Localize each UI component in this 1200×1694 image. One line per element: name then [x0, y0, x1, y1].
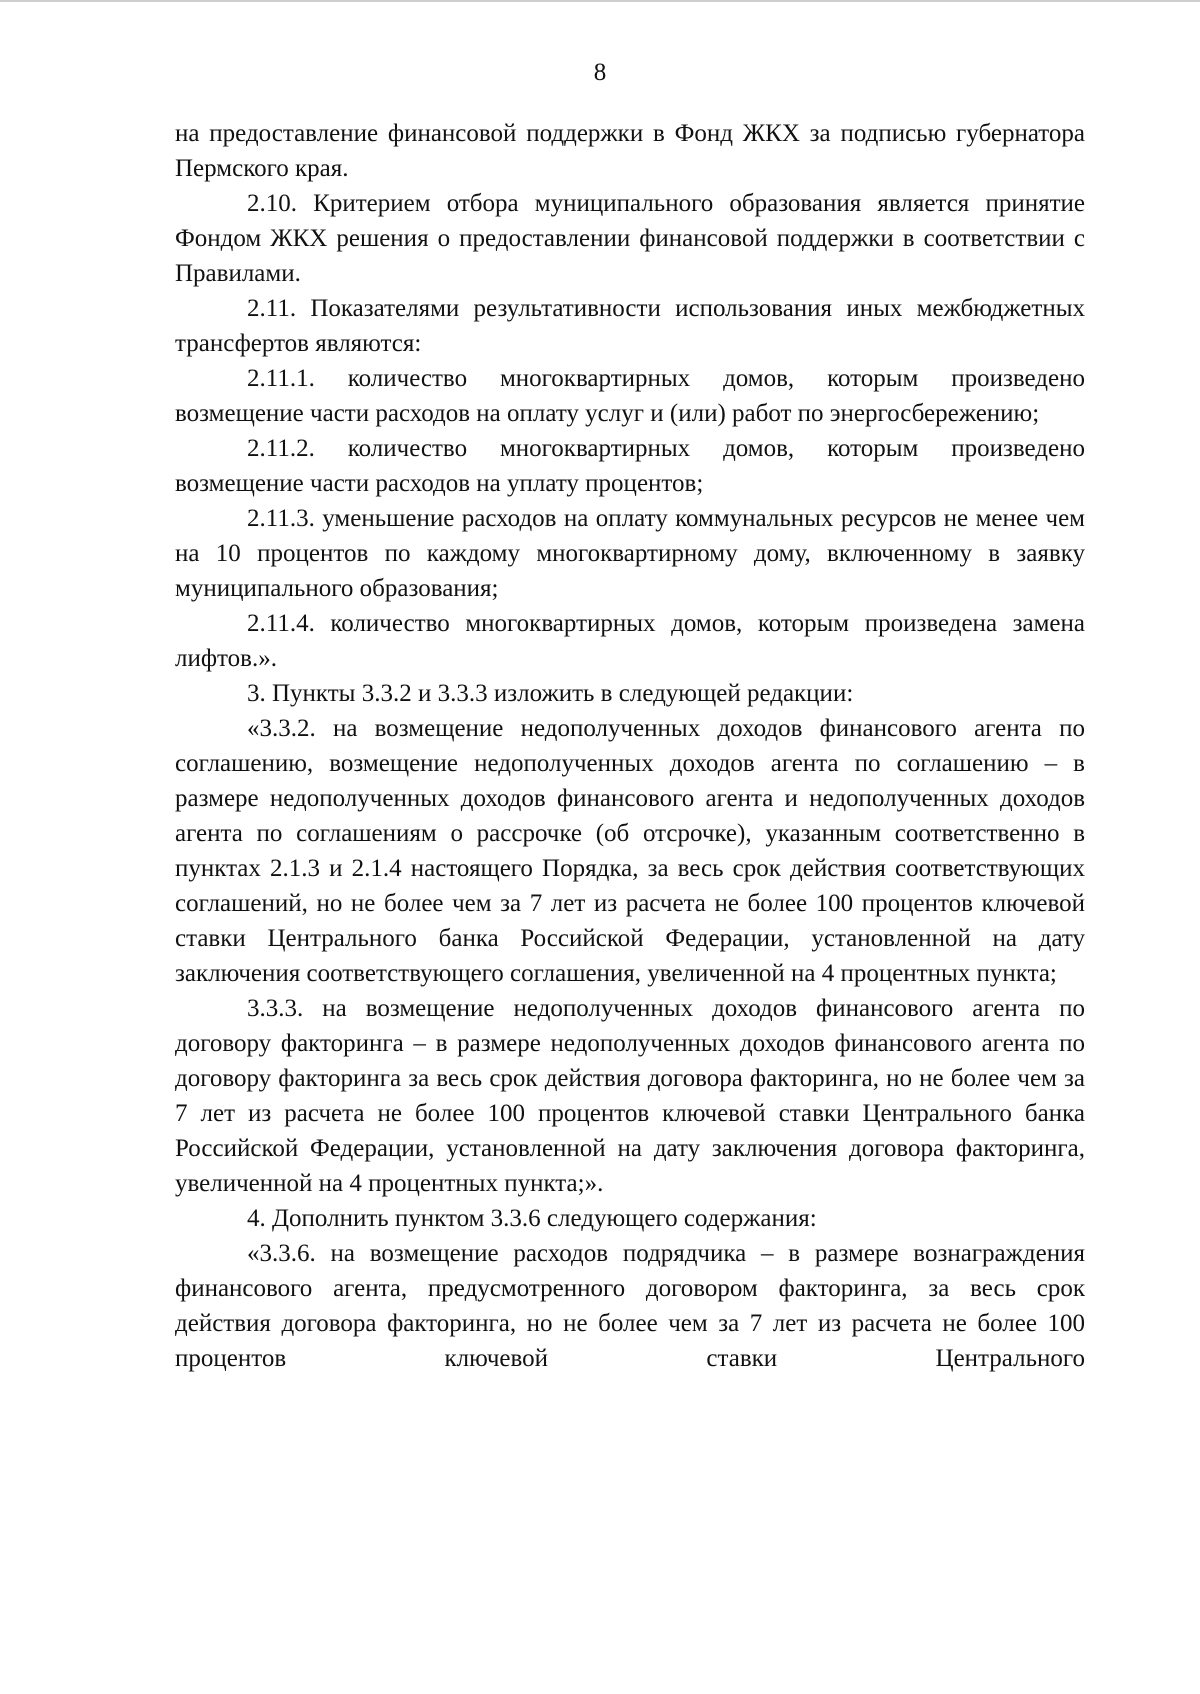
paragraph-3-3-2: «3.3.2. на возмещение недополученных доходов финансового агента по соглашению, возмещение недополученных доходов агента по соглашению – в размере недополученных доходов финансового агента и недополученных доходов агента по соглашениям о рассрочке (об отсрочке), указанным соответственно в пунктах 2.1.3 и 2.1.4 настоящего Порядка, за весь срок действия соответствующих соглашений, но не более чем за 7 лет из расчета не более 100 процентов ключевой ставки Центрального банка Российской Федерации, установленной на дату заключения соответствующего соглашения, увеличенной на 4 процентных пункта; — [175, 715, 1085, 987]
paragraph-3-3-6: «3.3.6. на возмещение расходов подрядчика – в размере вознаграждения финансового агента, предусмотренного договором факторинга, за весь срок действия договора факторинга, но не более чем за 7 лет из расчета не более 100 процентов ключевой ставки Центрального — [175, 1240, 1085, 1372]
paragraph-item-4: 4. Дополнить пунктом 3.3.6 следующего содержания: — [247, 1205, 817, 1232]
page-number: 8 — [593, 59, 607, 86]
scan-top-edge — [0, 0, 1200, 2]
paragraph-continuation: на предоставление финансовой поддержки в Фонд ЖКХ за подписью губернатора Пермского края. — [175, 120, 1085, 182]
paragraph-2-11-1: 2.11.1. количество многоквартирных домов, которым произведено возмещение части расходов на оплату услуг и (или) работ по энергосбережению; — [175, 365, 1085, 427]
paragraph-item-3: 3. Пункты 3.3.2 и 3.3.3 изложить в следующей редакции: — [247, 680, 854, 707]
paragraph-2-11-4: 2.11.4. количество многоквартирных домов, которым произведена замена лифтов.». — [175, 610, 1085, 672]
paragraph-2-11-performance-indicators: 2.11. Показателями результативности использования иных межбюджетных трансфертов являются: — [175, 295, 1085, 357]
paragraph-3-3-3: 3.3.3. на возмещение недополученных доходов финансового агента по договору факторинга – в размере недополученных доходов финансового агента по договору факторинга за весь срок действия договора факторинга, но не более чем за 7 лет из расчета не более 100 процентов ключевой ставки Центрального банка Российской Федерации, установленной на дату заключения договора факторинга, увеличенной на 4 процентных пункта;». — [175, 995, 1085, 1197]
paragraph-2-11-3: 2.11.3. уменьшение расходов на оплату коммунальных ресурсов не менее чем на 10 процентов по каждому многоквартирному дому, включенному в заявку муниципального образования; — [175, 505, 1085, 602]
paragraph-2-11-2: 2.11.2. количество многоквартирных домов, которым произведено возмещение части расходов на уплату процентов; — [175, 435, 1085, 497]
document-body — [175, 116, 1085, 1376]
paragraph-2-10-selection-criterion: 2.10. Критерием отбора муниципального образования является принятие Фондом ЖКХ решения о предоставлении финансовой поддержки в соответствии с Правилами. — [175, 190, 1085, 287]
